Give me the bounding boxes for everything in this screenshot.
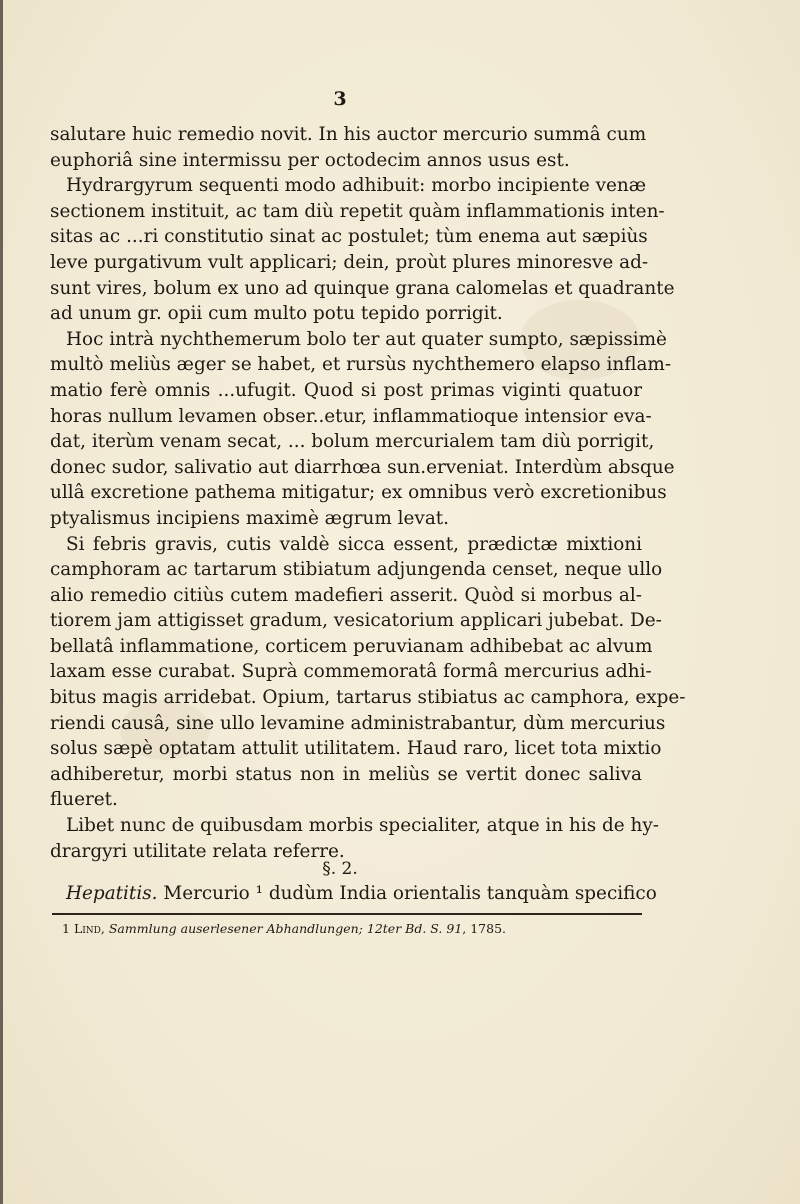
- text-line: laxam esse curabat. Suprà commemoratâ formâ mercurius adhi-: [50, 661, 652, 683]
- footnote-number: 1: [62, 921, 70, 936]
- text-line: horas nullum levamen obser..etur, inflammatioque intensior eva-: [50, 405, 652, 427]
- text-line: riendi causâ, sine ullo levamine administrabantur, dùm mercurius: [50, 712, 666, 734]
- text-line: drargyri utilitate relata referre.: [50, 840, 345, 862]
- text-line: dat, iterùm venam secat, ... bolum mercurialem tam diù porrigit,: [50, 431, 655, 453]
- text-line: solus sæpè optatam attulit utilitatem. Haud raro, licet tota mixtio: [50, 738, 662, 760]
- text-line: bellatâ inflammatione, corticem peruvianam adhibebat ac alvum: [50, 635, 653, 657]
- text-line: donec sudor, salivatio aut diarrhœa sun.erveniat. Interdùm absque: [50, 456, 675, 478]
- text-line: [50, 881, 657, 907]
- text-line: euphoriâ sine intermissu per octodecim annos usus est.: [50, 149, 570, 171]
- text-line: Hoc intrà nychthemerum bolo ter aut quater sumpto, sæpissimè: [66, 328, 667, 350]
- text-line: bitus magis arridebat. Opium, tartarus stibiatus ac camphora, expe-: [50, 687, 686, 709]
- footnote-volume: 12ter Bd.: [366, 921, 427, 936]
- footnote-page: S. 91: [430, 921, 463, 936]
- section-title: Hepatitis.: [66, 883, 158, 904]
- text-line: Si febris gravis, cutis valdè sicca essent, prædictæ mixtioni: [66, 533, 642, 555]
- page-number: 3: [333, 88, 347, 110]
- text-line: salutare huic remedio novit. In his auctor mercurio summâ cum: [50, 124, 647, 145]
- footnote-year: 1785.: [470, 921, 507, 936]
- section-heading: §. 2.: [322, 859, 358, 879]
- footnote: 1 Lind, Sammlung auserlesener Abhandlungen; 12ter Bd. S. 91, 1785.: [62, 921, 507, 936]
- text-line: adhiberetur, morbi status non in meliùs se vertit donec saliva: [50, 763, 642, 785]
- text-line: sectionem instituit, ac tam diù repetit quàm inflammationis inten-: [50, 200, 665, 222]
- text-line: matio ferè omnis ...ufugit. Quod si post primas viginti quatuor: [50, 379, 642, 401]
- binding-edge: [0, 0, 3, 1204]
- text-line: multò meliùs æger se habet, et rursùs nychthemero elapso inflam-: [50, 354, 672, 376]
- text-line: flueret.: [50, 789, 118, 811]
- text-line: Hydrargyrum sequenti modo adhibuit: morbo incipiente venæ: [66, 175, 647, 197]
- text-line: ullâ excretione pathema mitigatur; ex omnibus verò excretionibus: [50, 482, 667, 504]
- text-line: alio remedio citiùs cutem madefieri asserit. Quòd si morbus al-: [50, 584, 642, 606]
- text-line: sunt vires, bolum ex uno ad quinque grana calomelas et quadrante: [50, 277, 675, 299]
- text-line: ad unum gr. opii cum multo potu tepido porrigit.: [50, 303, 503, 325]
- footnote-author: Lind: [73, 921, 101, 936]
- footnote-rule: [52, 913, 642, 915]
- section-first-line: [50, 881, 657, 907]
- text-line: leve purgativum vult applicari; dein, proùt plures minoresve ad-: [50, 251, 649, 273]
- text-line: ptyalismus incipiens maximè ægrum levat.: [50, 507, 450, 529]
- footnote-work: Sammlung auserlesener Abhandlungen;: [108, 921, 363, 936]
- text-line: camphoram ac tartarum stibiatum adjungenda censet, neque ullo: [50, 559, 663, 581]
- section-text: Mercurio ¹ dudùm India orientalis tanquàm specifico: [163, 883, 657, 904]
- text-line: Libet nunc de quibusdam morbis specialiter, atque in his de hy-: [66, 815, 659, 837]
- text-line: sitas ac ...ri constitutio sinat ac postulet; tùm enema aut sæpiùs: [50, 226, 648, 248]
- text-line: tiorem jam attigisset gradum, vesicatorium applicari jubebat. De-: [50, 610, 662, 632]
- body-text: [50, 122, 686, 864]
